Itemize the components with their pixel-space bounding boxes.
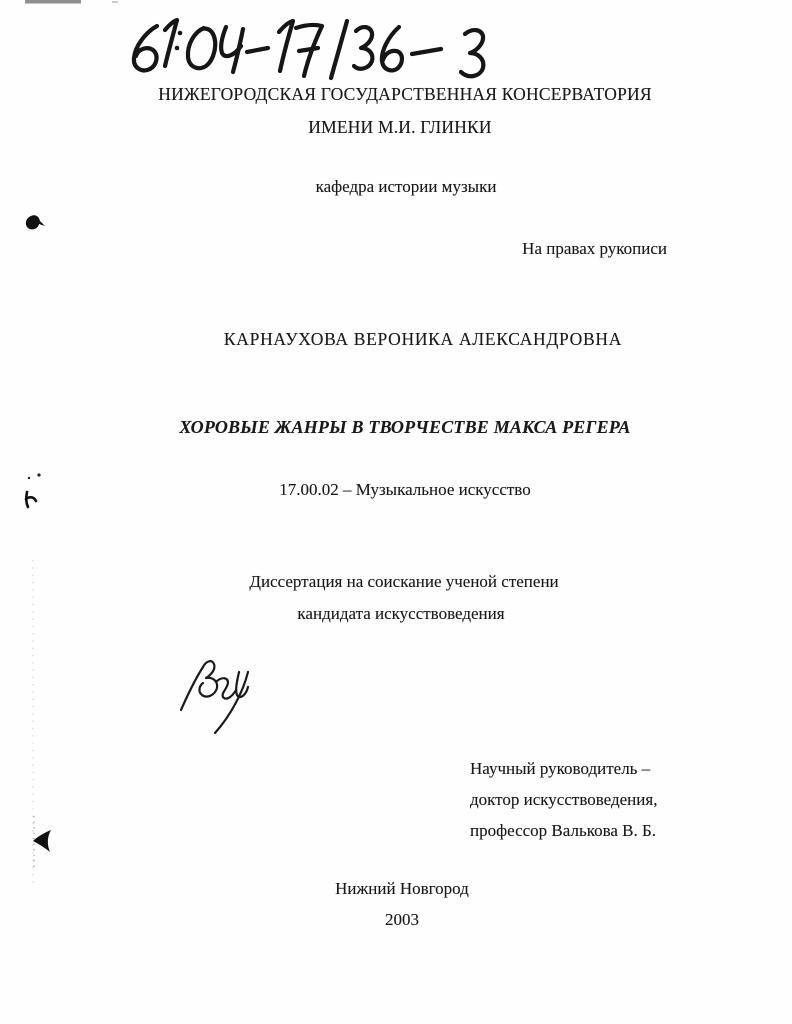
advisor-line2: доктор искусствоведения, (470, 790, 658, 809)
manuscript-rights-note: На правах рукописи (522, 239, 667, 258)
advisor-line1: Научный руководитель – (470, 759, 651, 778)
specialty-code: 17.00.02 – Музыкальное искусство (279, 480, 531, 499)
catalog-number-handwriting (134, 20, 483, 78)
ink-arrow-mark (33, 830, 51, 852)
ink-blot-mark (26, 215, 45, 229)
scan-edge-mark (25, 0, 118, 4)
dissertation-type-line1: Диссертация на соискание ученой степени (249, 572, 559, 591)
advisor-block (470, 753, 657, 846)
author-name: КАРНАУХОВА ВЕРОНИКА АЛЕКСАНДРОВНА (223, 329, 623, 349)
institution-name-line1: НИЖЕГОРОДСКАЯ ГОСУДАРСТВЕННАЯ КОНСЕРВАТОРИЯ (158, 84, 652, 104)
city-line: Нижний Новгород (335, 879, 469, 898)
signature (181, 661, 248, 733)
dissertation-type-line2: кандидата искусствоведения (297, 604, 505, 623)
dissertation-title: ХОРОВЫЕ ЖАНРЫ В ТВОРЧЕСТВЕ МАКСА РЕГЕРА (179, 417, 631, 437)
department-line: кафедра истории музыки (315, 177, 497, 196)
advisor-line3: профессор Валькова В. Б. (470, 821, 657, 840)
institution-name-line2: ИМЕНИ М.И. ГЛИНКИ (308, 117, 492, 137)
year-line: 2003 (385, 910, 419, 929)
